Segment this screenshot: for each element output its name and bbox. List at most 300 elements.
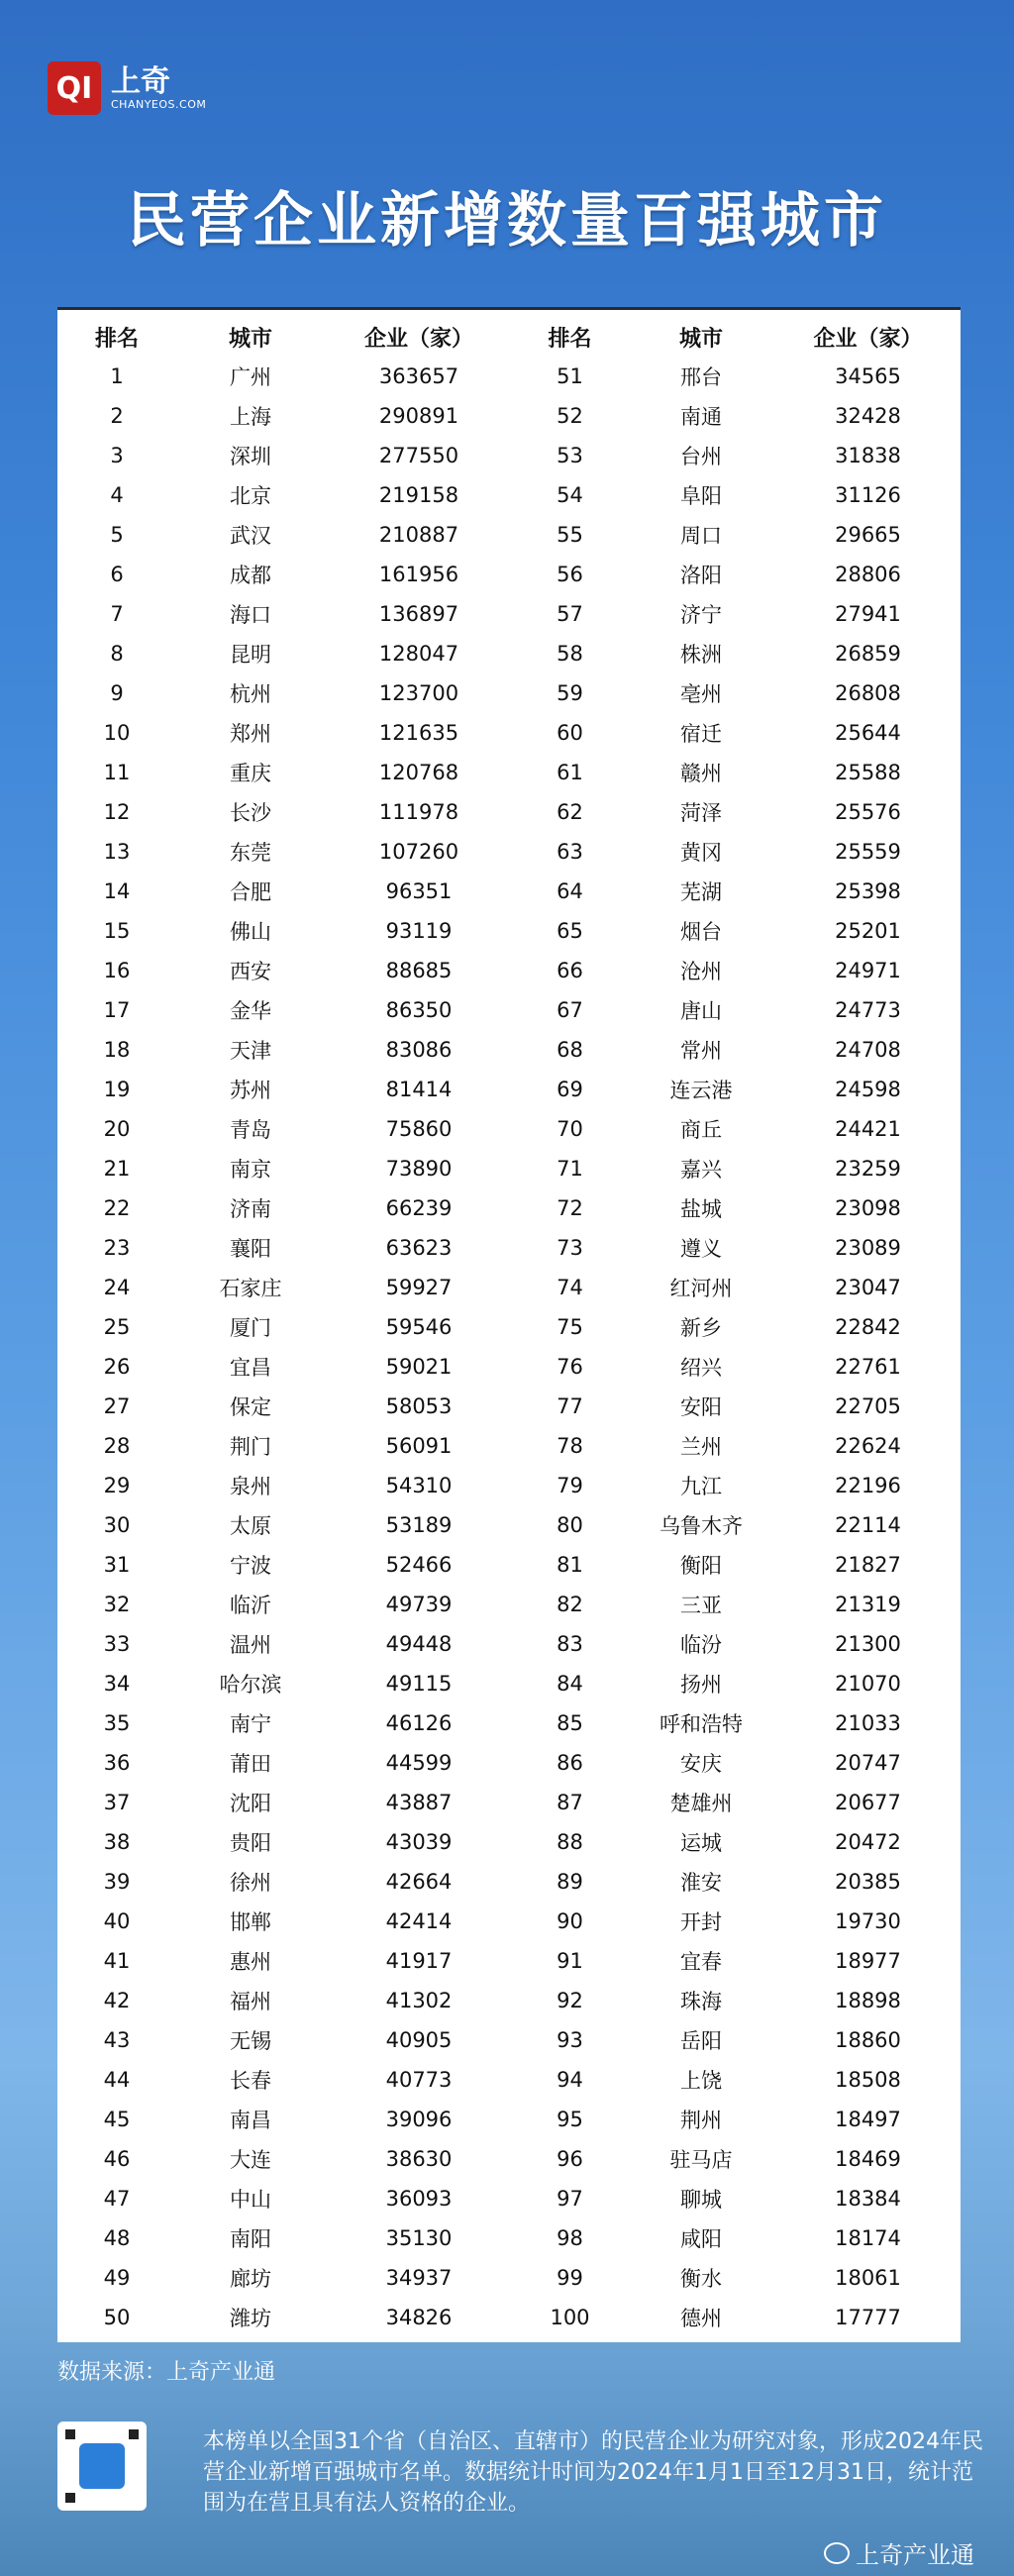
cell-count-2: 28806 xyxy=(835,563,901,586)
cell-city: 武汉 xyxy=(230,524,271,548)
cell-city-2: 聊城 xyxy=(680,2188,722,2212)
cell-rank: 47 xyxy=(103,2187,131,2211)
cell-count: 277550 xyxy=(378,444,459,467)
cell-count-2: 25644 xyxy=(835,721,901,745)
header-count: 企业（家） xyxy=(363,326,473,352)
cell-city-2: 岳阳 xyxy=(680,2029,722,2053)
cell-count-2: 23047 xyxy=(835,1276,901,1299)
cell-count-2: 25201 xyxy=(835,919,901,943)
cell-count: 49448 xyxy=(385,1632,453,1656)
cell-city: 金华 xyxy=(230,999,271,1023)
cell-rank: 7 xyxy=(110,602,124,626)
cell-count: 86350 xyxy=(385,998,453,1022)
cell-rank: 16 xyxy=(103,959,131,982)
cell-count-2: 31126 xyxy=(835,483,901,507)
table-row xyxy=(57,1822,961,1862)
table-row xyxy=(57,475,961,515)
cell-rank: 45 xyxy=(103,2108,131,2131)
cell-city: 惠州 xyxy=(230,1950,271,1974)
cell-rank: 22 xyxy=(103,1196,131,1220)
cell-rank: 23 xyxy=(103,1236,131,1260)
cell-rank-2: 97 xyxy=(557,2187,583,2211)
cell-rank: 44 xyxy=(103,2068,131,2092)
table-row xyxy=(57,594,961,634)
cell-count: 121635 xyxy=(378,721,459,745)
cell-count-2: 20677 xyxy=(835,1791,901,1814)
cell-count-2: 25588 xyxy=(835,761,901,784)
cell-rank: 38 xyxy=(103,1830,131,1854)
cell-city-2: 淮安 xyxy=(680,1871,722,1895)
cell-rank: 27 xyxy=(103,1394,131,1418)
cell-rank-2: 86 xyxy=(557,1751,583,1775)
cell-rank-2: 71 xyxy=(557,1157,583,1181)
cell-rank: 32 xyxy=(103,1593,131,1616)
cell-count: 52466 xyxy=(385,1553,453,1577)
cell-count: 41917 xyxy=(385,1949,453,1973)
table-row xyxy=(57,2218,961,2258)
cell-rank: 46 xyxy=(103,2147,131,2171)
cell-city: 宜昌 xyxy=(230,1356,271,1380)
cell-rank: 5 xyxy=(110,523,124,547)
cell-count: 63623 xyxy=(385,1236,453,1260)
cell-city: 潍坊 xyxy=(230,2307,271,2330)
cell-city: 南京 xyxy=(230,1158,271,1182)
table-row xyxy=(57,713,961,753)
cell-rank-2: 80 xyxy=(557,1513,583,1537)
cell-count-2: 22624 xyxy=(835,1434,901,1458)
cell-city-2: 芜湖 xyxy=(680,880,722,904)
cell-count: 111978 xyxy=(378,800,459,824)
cell-city-2: 安阳 xyxy=(680,1395,722,1419)
cell-count: 49739 xyxy=(385,1593,453,1616)
cell-count-2: 18061 xyxy=(835,2266,901,2290)
cell-rank-2: 73 xyxy=(557,1236,583,1260)
table-row xyxy=(57,515,961,555)
cell-city-2: 阜阳 xyxy=(680,484,722,508)
cell-rank: 21 xyxy=(103,1157,131,1181)
table-row xyxy=(57,1109,961,1149)
cell-count-2: 22114 xyxy=(835,1513,901,1537)
cell-count-2: 22842 xyxy=(835,1315,901,1339)
cell-city: 重庆 xyxy=(230,762,271,785)
cell-rank-2: 51 xyxy=(557,364,583,388)
cell-rank-2: 56 xyxy=(557,563,583,586)
cell-rank: 36 xyxy=(103,1751,131,1775)
cell-city: 中山 xyxy=(230,2188,271,2212)
cell-rank: 50 xyxy=(103,2306,131,2329)
cell-rank: 43 xyxy=(103,2028,131,2052)
cell-count: 120768 xyxy=(378,761,459,784)
cell-city: 上海 xyxy=(230,405,271,429)
cell-city: 杭州 xyxy=(230,682,271,706)
cell-city-2: 沧州 xyxy=(680,960,722,983)
cell-count-2: 21070 xyxy=(835,1672,901,1696)
cell-count: 58053 xyxy=(385,1394,453,1418)
table-row xyxy=(57,1783,961,1822)
header-city: 城市 xyxy=(228,326,272,352)
logo-text xyxy=(111,63,207,111)
cell-city-2: 洛阳 xyxy=(680,564,722,587)
cell-city-2: 兰州 xyxy=(680,1435,722,1459)
cell-city-2: 临汾 xyxy=(680,1633,722,1657)
cell-city-2: 连云港 xyxy=(669,1079,733,1102)
cell-city: 温州 xyxy=(230,1633,271,1657)
cell-rank-2: 67 xyxy=(557,998,583,1022)
cell-count: 54310 xyxy=(385,1474,453,1497)
cell-city: 沈阳 xyxy=(230,1792,271,1815)
cell-city-2: 亳州 xyxy=(680,682,722,706)
cell-rank: 39 xyxy=(103,1870,131,1894)
cell-count: 46126 xyxy=(385,1711,453,1735)
cell-rank-2: 52 xyxy=(557,404,583,428)
cell-count-2: 27941 xyxy=(835,602,901,626)
table-row xyxy=(57,1188,961,1228)
cell-count-2: 24773 xyxy=(835,998,901,1022)
cell-city: 贵阳 xyxy=(230,1831,271,1855)
weibo-icon xyxy=(824,2542,850,2564)
cell-rank-2: 61 xyxy=(557,761,583,784)
logo-name: 上奇 xyxy=(111,63,170,99)
cell-rank: 40 xyxy=(103,1909,131,1933)
table-row xyxy=(57,2020,961,2060)
table-row xyxy=(57,951,961,990)
cell-count-2: 20747 xyxy=(835,1751,901,1775)
cell-count-2: 18469 xyxy=(835,2147,901,2171)
cell-count: 41302 xyxy=(385,1989,453,2012)
cell-rank: 31 xyxy=(103,1553,131,1577)
cell-city-2: 红河州 xyxy=(669,1277,733,1300)
cell-rank: 10 xyxy=(103,721,131,745)
cell-rank: 17 xyxy=(103,998,131,1022)
table-row xyxy=(57,634,961,673)
cell-count: 56091 xyxy=(385,1434,453,1458)
cell-count: 36093 xyxy=(385,2187,453,2211)
cell-count: 40905 xyxy=(385,2028,453,2052)
table-row xyxy=(57,872,961,911)
cell-count: 210887 xyxy=(378,523,459,547)
cell-rank-2: 84 xyxy=(557,1672,583,1696)
cell-count: 123700 xyxy=(378,681,459,705)
cell-rank: 26 xyxy=(103,1355,131,1379)
cell-count-2: 18508 xyxy=(835,2068,901,2092)
table-row xyxy=(57,357,961,396)
cell-count: 35130 xyxy=(385,2226,453,2250)
qr-code-icon[interactable] xyxy=(57,2421,147,2511)
cell-city: 青岛 xyxy=(230,1118,271,1142)
cell-count: 81414 xyxy=(385,1078,453,1101)
cell-rank-2: 57 xyxy=(557,602,583,626)
cell-count: 83086 xyxy=(385,1038,453,1062)
header-rank-2: 排名 xyxy=(548,326,592,352)
cell-rank-2: 85 xyxy=(557,1711,583,1735)
cell-city: 无锡 xyxy=(230,2029,271,2053)
cell-count-2: 23098 xyxy=(835,1196,901,1220)
cell-city-2: 宿迁 xyxy=(680,722,722,746)
cell-rank-2: 91 xyxy=(557,1949,583,1973)
cell-rank-2: 58 xyxy=(557,642,583,666)
cell-rank: 13 xyxy=(103,840,131,864)
cell-count: 49115 xyxy=(385,1672,453,1696)
cell-count-2: 21300 xyxy=(835,1632,901,1656)
cell-rank-2: 92 xyxy=(557,1989,583,2012)
cell-rank-2: 76 xyxy=(557,1355,583,1379)
cell-city-2: 驻马店 xyxy=(669,2148,733,2172)
cell-count: 75860 xyxy=(385,1117,453,1141)
cell-rank: 20 xyxy=(103,1117,131,1141)
table-row xyxy=(57,396,961,436)
table-row xyxy=(57,1347,961,1387)
cell-city: 厦门 xyxy=(230,1316,271,1340)
table-row xyxy=(57,436,961,475)
cell-city-2: 烟台 xyxy=(680,920,722,944)
table-row xyxy=(57,555,961,594)
cell-city-2: 珠海 xyxy=(680,1990,722,2013)
footer-brand-label: 上奇产业通 xyxy=(856,2541,974,2569)
cell-city-2: 宜春 xyxy=(680,1950,722,1974)
logo-domain: CHANYEOS.COM xyxy=(111,97,207,111)
cell-count-2: 32428 xyxy=(835,404,901,428)
cell-count-2: 18977 xyxy=(835,1949,901,1973)
cell-count-2: 18174 xyxy=(835,2226,901,2250)
cell-count-2: 22705 xyxy=(835,1394,901,1418)
cell-count: 43887 xyxy=(385,1791,453,1814)
cell-rank: 4 xyxy=(110,483,124,507)
cell-count: 363657 xyxy=(378,364,459,388)
cell-count: 42664 xyxy=(385,1870,453,1894)
cell-rank: 15 xyxy=(103,919,131,943)
table-row xyxy=(57,1981,961,2020)
cell-city: 太原 xyxy=(230,1514,271,1538)
table-row xyxy=(57,1030,961,1070)
cell-count-2: 24598 xyxy=(835,1078,901,1101)
table-row xyxy=(57,1307,961,1347)
cell-rank-2: 100 xyxy=(550,2306,590,2329)
cell-city-2: 衡阳 xyxy=(680,1554,722,1578)
cell-city: 莆田 xyxy=(230,1752,271,1776)
table-row xyxy=(57,673,961,713)
cell-count-2: 23089 xyxy=(835,1236,901,1260)
cell-rank-2: 87 xyxy=(557,1791,583,1814)
cell-count: 88685 xyxy=(385,959,453,982)
cell-city-2: 上饶 xyxy=(680,2069,722,2093)
cell-count-2: 23259 xyxy=(835,1157,901,1181)
table-row xyxy=(57,911,961,951)
cell-rank-2: 70 xyxy=(557,1117,583,1141)
cell-rank-2: 65 xyxy=(557,919,583,943)
cell-rank-2: 99 xyxy=(557,2266,583,2290)
cell-count: 34937 xyxy=(385,2266,453,2290)
cell-count-2: 21319 xyxy=(835,1593,901,1616)
cell-city: 济南 xyxy=(230,1197,271,1221)
cell-city-2: 楚雄州 xyxy=(669,1792,733,1815)
cell-count: 59927 xyxy=(385,1276,453,1299)
cell-city-2: 盐城 xyxy=(680,1197,722,1221)
cell-city-2: 荆州 xyxy=(680,2109,722,2132)
cell-city-2: 咸阳 xyxy=(680,2227,722,2251)
cell-city-2: 菏泽 xyxy=(680,801,722,825)
footer-brand xyxy=(824,2535,974,2570)
cell-city-2: 台州 xyxy=(680,445,722,468)
cell-count: 107260 xyxy=(378,840,459,864)
cell-city-2: 周口 xyxy=(680,524,722,548)
cell-city-2: 遵义 xyxy=(680,1237,722,1261)
cell-count-2: 18497 xyxy=(835,2108,901,2131)
cell-city: 宁波 xyxy=(230,1554,271,1578)
table-row xyxy=(57,1070,961,1109)
cell-city: 深圳 xyxy=(230,445,271,468)
cell-count-2: 25559 xyxy=(835,840,901,864)
cell-rank: 29 xyxy=(103,1474,131,1497)
cell-count: 93119 xyxy=(385,919,453,943)
cell-city: 南阳 xyxy=(230,2227,271,2251)
cell-rank-2: 59 xyxy=(557,681,583,705)
cell-city: 海口 xyxy=(230,603,271,627)
cell-city-2: 常州 xyxy=(680,1039,722,1063)
brand-logo xyxy=(48,61,206,115)
ranking-table xyxy=(57,307,961,2342)
table-row xyxy=(57,1149,961,1188)
cell-rank-2: 96 xyxy=(557,2147,583,2171)
cell-city-2: 三亚 xyxy=(680,1594,722,1617)
cell-city: 邯郸 xyxy=(230,1910,271,1934)
table-header-row xyxy=(57,317,961,357)
cell-count: 38630 xyxy=(385,2147,453,2171)
cell-rank-2: 78 xyxy=(557,1434,583,1458)
cell-count: 40773 xyxy=(385,2068,453,2092)
cell-rank: 12 xyxy=(103,800,131,824)
cell-rank-2: 55 xyxy=(557,523,583,547)
header-city-2: 城市 xyxy=(678,326,723,352)
cell-count-2: 21827 xyxy=(835,1553,901,1577)
cell-city: 大连 xyxy=(230,2148,271,2172)
table-row xyxy=(57,2179,961,2218)
cell-rank-2: 72 xyxy=(557,1196,583,1220)
cell-city-2: 株洲 xyxy=(680,643,722,667)
cell-city: 东莞 xyxy=(230,841,271,865)
cell-count: 44599 xyxy=(385,1751,453,1775)
table-row xyxy=(57,2100,961,2139)
table-row xyxy=(57,2060,961,2100)
cell-rank-2: 81 xyxy=(557,1553,583,1577)
cell-city: 佛山 xyxy=(230,920,271,944)
cell-count: 53189 xyxy=(385,1513,453,1537)
cell-rank: 1 xyxy=(110,364,124,388)
cell-count-2: 26808 xyxy=(835,681,901,705)
cell-count: 42414 xyxy=(385,1909,453,1933)
table-row xyxy=(57,1228,961,1268)
table-row xyxy=(57,2139,961,2179)
cell-city: 天津 xyxy=(230,1039,271,1063)
table-row xyxy=(57,990,961,1030)
cell-city: 福州 xyxy=(230,1990,271,2013)
cell-count-2: 22761 xyxy=(835,1355,901,1379)
cell-rank: 8 xyxy=(110,642,124,666)
cell-count: 136897 xyxy=(378,602,459,626)
cell-rank-2: 74 xyxy=(557,1276,583,1299)
cell-city-2: 九江 xyxy=(680,1475,722,1498)
cell-rank: 19 xyxy=(103,1078,131,1101)
cell-rank: 37 xyxy=(103,1791,131,1814)
table-row xyxy=(57,1426,961,1466)
cell-count-2: 31838 xyxy=(835,444,901,467)
table-row xyxy=(57,1743,961,1783)
cell-count-2: 29665 xyxy=(835,523,901,547)
table-row xyxy=(57,1545,961,1585)
cell-count-2: 26859 xyxy=(835,642,901,666)
cell-count-2: 24708 xyxy=(835,1038,901,1062)
cell-city-2: 呼和浩特 xyxy=(659,1712,743,1736)
cell-city-2: 乌鲁木齐 xyxy=(659,1514,743,1538)
cell-city: 临沂 xyxy=(230,1594,271,1617)
cell-city-2: 扬州 xyxy=(680,1673,722,1697)
cell-rank: 3 xyxy=(110,444,124,467)
cell-count: 43039 xyxy=(385,1830,453,1854)
cell-rank: 41 xyxy=(103,1949,131,1973)
cell-count-2: 22196 xyxy=(835,1474,901,1497)
cell-rank-2: 54 xyxy=(557,483,583,507)
cell-rank-2: 66 xyxy=(557,959,583,982)
header-count-2: 企业（家） xyxy=(813,326,923,352)
cell-rank-2: 98 xyxy=(557,2226,583,2250)
cell-rank: 6 xyxy=(110,563,124,586)
cell-rank: 42 xyxy=(103,1989,131,2012)
cell-city-2: 商丘 xyxy=(680,1118,722,1142)
table-row xyxy=(57,1268,961,1307)
cell-rank-2: 77 xyxy=(557,1394,583,1418)
table-row xyxy=(57,832,961,872)
cell-city: 郑州 xyxy=(230,722,271,746)
cell-rank: 14 xyxy=(103,879,131,903)
cell-rank-2: 63 xyxy=(557,840,583,864)
cell-rank: 35 xyxy=(103,1711,131,1735)
cell-rank: 2 xyxy=(110,404,124,428)
cell-city: 南宁 xyxy=(230,1712,271,1736)
cell-city: 徐州 xyxy=(230,1871,271,1895)
table-row xyxy=(57,1624,961,1664)
cell-city-2: 德州 xyxy=(680,2307,722,2330)
cell-city: 泉州 xyxy=(230,1475,271,1498)
cell-city: 西安 xyxy=(230,960,271,983)
cell-rank: 11 xyxy=(103,761,131,784)
cell-count: 59021 xyxy=(385,1355,453,1379)
table-row xyxy=(57,1505,961,1545)
cell-rank: 24 xyxy=(103,1276,131,1299)
cell-city: 长沙 xyxy=(230,801,271,825)
table-row xyxy=(57,1466,961,1505)
table-row xyxy=(57,1664,961,1703)
table-row xyxy=(57,792,961,832)
cell-count-2: 17777 xyxy=(835,2306,901,2329)
cell-count-2: 24971 xyxy=(835,959,901,982)
cell-rank-2: 69 xyxy=(557,1078,583,1101)
cell-rank-2: 82 xyxy=(557,1593,583,1616)
cell-city-2: 运城 xyxy=(680,1831,722,1855)
cell-city-2: 衡水 xyxy=(680,2267,722,2291)
page-title: 民营企业新增数量百强城市 xyxy=(127,186,887,256)
cell-city-2: 邢台 xyxy=(680,365,722,389)
cell-count-2: 18898 xyxy=(835,1989,901,2012)
table-row xyxy=(57,1387,961,1426)
cell-count: 219158 xyxy=(378,483,459,507)
cell-city-2: 安庆 xyxy=(680,1752,722,1776)
cell-city: 襄阳 xyxy=(230,1237,271,1261)
cell-city-2: 济宁 xyxy=(680,603,722,627)
cell-rank-2: 83 xyxy=(557,1632,583,1656)
logo-mark-icon: QI xyxy=(48,61,101,115)
cell-rank-2: 64 xyxy=(557,879,583,903)
cell-rank-2: 89 xyxy=(557,1870,583,1894)
cell-count: 39096 xyxy=(385,2108,453,2131)
